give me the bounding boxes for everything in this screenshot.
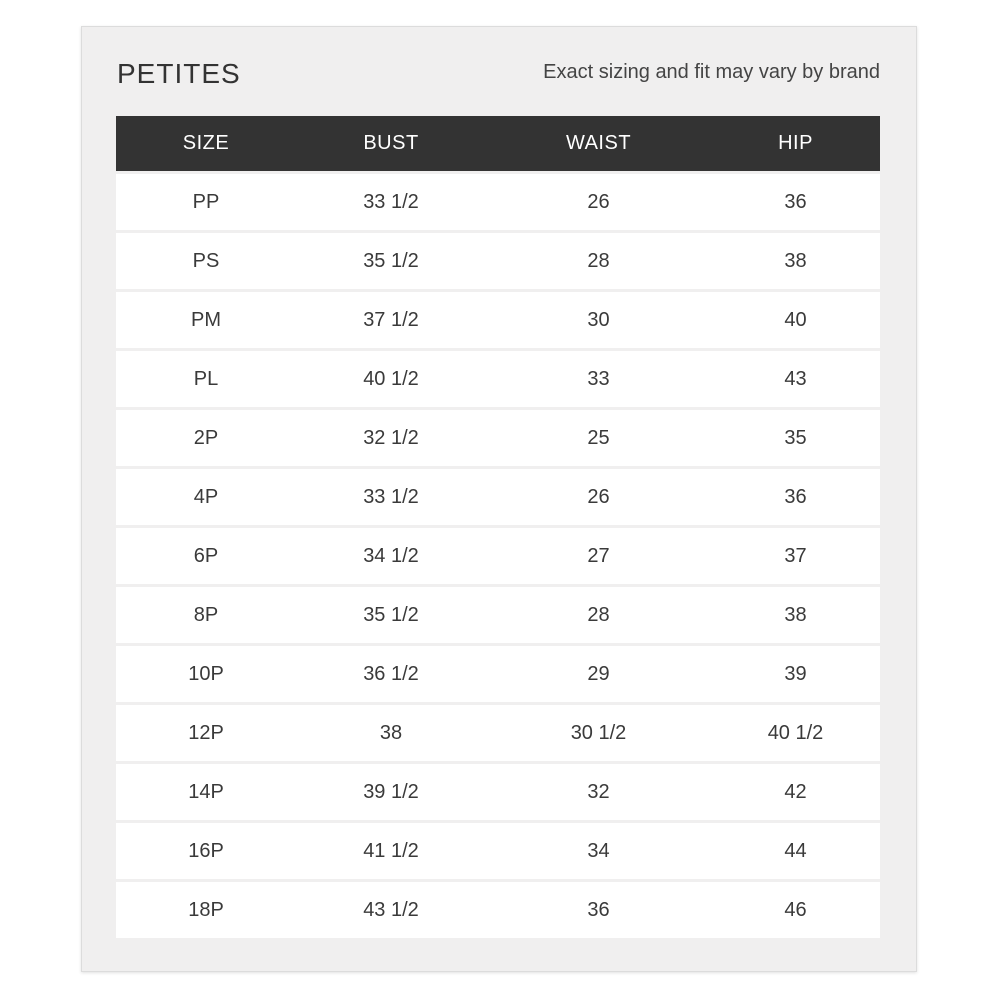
table-row [116, 587, 880, 643]
cell-bust: 33 1/2 [296, 469, 486, 525]
cell-hip: 38 [711, 587, 880, 643]
table-body [116, 174, 880, 938]
cell-bust: 32 1/2 [296, 410, 486, 466]
cell-waist: 27 [486, 528, 711, 584]
table-row [116, 292, 880, 348]
table-row [116, 764, 880, 820]
cell-hip: 36 [711, 469, 880, 525]
column-header-bust: BUST [296, 116, 486, 171]
table-row [116, 351, 880, 407]
cell-hip: 46 [711, 882, 880, 938]
page-title: PETITES [117, 58, 241, 89]
cell-size: PM [116, 292, 296, 348]
cell-hip: 44 [711, 823, 880, 879]
cell-waist: 30 [486, 292, 711, 348]
cell-bust: 35 1/2 [296, 233, 486, 289]
cell-hip: 36 [711, 174, 880, 230]
cell-waist: 36 [486, 882, 711, 938]
cell-size: 10P [116, 646, 296, 702]
table-row [116, 469, 880, 525]
cell-hip: 37 [711, 528, 880, 584]
column-header-hip: HIP [711, 116, 880, 171]
table-header [116, 116, 880, 171]
cell-waist: 28 [486, 587, 711, 643]
table-header-row [116, 116, 880, 171]
cell-hip: 40 [711, 292, 880, 348]
cell-bust: 37 1/2 [296, 292, 486, 348]
cell-waist: 34 [486, 823, 711, 879]
cell-size: 6P [116, 528, 296, 584]
table-row [116, 646, 880, 702]
column-header-waist: WAIST [486, 116, 711, 171]
cell-bust: 33 1/2 [296, 174, 486, 230]
cell-bust: 41 1/2 [296, 823, 486, 879]
cell-bust: 40 1/2 [296, 351, 486, 407]
cell-size: 18P [116, 882, 296, 938]
cell-hip: 40 1/2 [711, 705, 880, 761]
cell-hip: 38 [711, 233, 880, 289]
column-header-size: SIZE [116, 116, 296, 171]
cell-size: PL [116, 351, 296, 407]
table-row [116, 528, 880, 584]
table-row [116, 174, 880, 230]
cell-waist: 29 [486, 646, 711, 702]
cell-size: 14P [116, 764, 296, 820]
cell-size: 8P [116, 587, 296, 643]
cell-hip: 35 [711, 410, 880, 466]
cell-size: 16P [116, 823, 296, 879]
cell-waist: 26 [486, 174, 711, 230]
cell-size: 2P [116, 410, 296, 466]
cell-waist: 25 [486, 410, 711, 466]
cell-bust: 43 1/2 [296, 882, 486, 938]
cell-waist: 32 [486, 764, 711, 820]
cell-bust: 35 1/2 [296, 587, 486, 643]
cell-size: 4P [116, 469, 296, 525]
cell-waist: 30 1/2 [486, 705, 711, 761]
cell-size: PS [116, 233, 296, 289]
cell-hip: 42 [711, 764, 880, 820]
size-chart-card [81, 26, 917, 972]
cell-bust: 36 1/2 [296, 646, 486, 702]
cell-waist: 26 [486, 469, 711, 525]
cell-bust: 39 1/2 [296, 764, 486, 820]
cell-hip: 39 [711, 646, 880, 702]
cell-size: 12P [116, 705, 296, 761]
table-row [116, 705, 880, 761]
table-row [116, 233, 880, 289]
cell-bust: 38 [296, 705, 486, 761]
size-chart-table [116, 113, 880, 941]
table-row [116, 410, 880, 466]
table-row [116, 823, 880, 879]
cell-hip: 43 [711, 351, 880, 407]
cell-size: PP [116, 174, 296, 230]
cell-waist: 28 [486, 233, 711, 289]
sizing-note: Exact sizing and fit may vary by brand [543, 61, 880, 83]
table-row [116, 882, 880, 938]
cell-waist: 33 [486, 351, 711, 407]
cell-bust: 34 1/2 [296, 528, 486, 584]
